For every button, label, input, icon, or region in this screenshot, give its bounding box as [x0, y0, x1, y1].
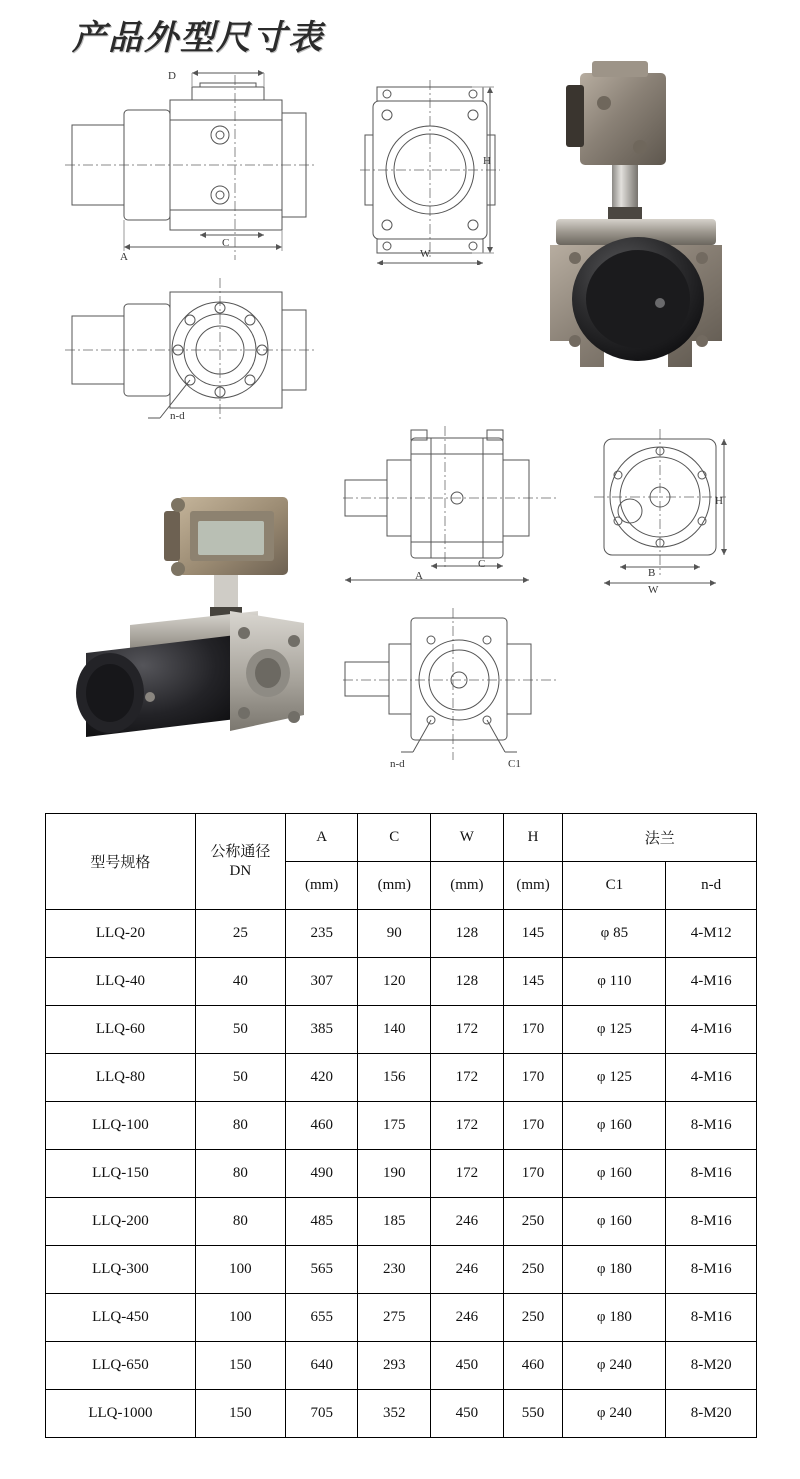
cell-a: 485 — [285, 1198, 358, 1246]
cell-dn: 50 — [195, 1006, 285, 1054]
dim-label-d: D — [168, 70, 176, 82]
dim-label-nd-bottom: n-d — [390, 758, 405, 770]
cell-w: 172 — [431, 1054, 504, 1102]
cell-c1: φ 125 — [563, 1054, 666, 1102]
cell-a: 420 — [285, 1054, 358, 1102]
dim-label-h-right: H — [483, 155, 491, 167]
table-row — [46, 1006, 757, 1054]
cell-model: LLQ-200 — [46, 1198, 196, 1246]
cell-c1: φ 85 — [563, 910, 666, 958]
cell-c1: φ 160 — [563, 1198, 666, 1246]
cell-dn: 80 — [195, 1102, 285, 1150]
cell-model: LLQ-450 — [46, 1294, 196, 1342]
drawing-end-view — [60, 270, 320, 430]
cell-w: 450 — [431, 1342, 504, 1390]
cell-a: 490 — [285, 1150, 358, 1198]
cell-c: 175 — [358, 1102, 431, 1150]
table-row — [46, 1390, 757, 1438]
drawing-bottom-section — [335, 600, 565, 775]
cell-dn: 150 — [195, 1342, 285, 1390]
cell-w: 128 — [431, 958, 504, 1006]
drawing-dim-h-top — [470, 75, 510, 265]
cell-nd: 8-M20 — [666, 1390, 757, 1438]
cell-w: 246 — [431, 1198, 504, 1246]
th-c-unit: (mm) — [358, 862, 431, 910]
cell-dn: 25 — [195, 910, 285, 958]
table-row — [46, 1102, 757, 1150]
cell-c: 190 — [358, 1150, 431, 1198]
cell-h: 145 — [503, 910, 563, 958]
table-row — [46, 1198, 757, 1246]
table-row — [46, 1294, 757, 1342]
th-a-unit: (mm) — [285, 862, 358, 910]
cell-dn: 80 — [195, 1150, 285, 1198]
cell-c1: φ 240 — [563, 1390, 666, 1438]
cell-h: 250 — [503, 1294, 563, 1342]
cell-a: 385 — [285, 1006, 358, 1054]
cell-w: 246 — [431, 1246, 504, 1294]
cell-model: LLQ-80 — [46, 1054, 196, 1102]
th-dn-main: 公称通径 — [210, 843, 271, 860]
cell-model: LLQ-1000 — [46, 1390, 196, 1438]
table-row — [46, 1150, 757, 1198]
dim-label-h-mid: H — [715, 495, 723, 507]
dim-label-w-mid: W — [648, 584, 659, 596]
cell-c: 293 — [358, 1342, 431, 1390]
cell-c: 352 — [358, 1390, 431, 1438]
cell-c: 275 — [358, 1294, 431, 1342]
table-row — [46, 910, 757, 958]
th-h-unit: (mm) — [503, 862, 563, 910]
cell-nd: 4-M16 — [666, 958, 757, 1006]
cell-h: 145 — [503, 958, 563, 1006]
cell-dn: 100 — [195, 1246, 285, 1294]
cell-w: 128 — [431, 910, 504, 958]
cell-dn: 80 — [195, 1198, 285, 1246]
cell-nd: 8-M16 — [666, 1150, 757, 1198]
table-body — [46, 910, 757, 1438]
cell-a: 235 — [285, 910, 358, 958]
drawing-end-view-right — [590, 425, 730, 595]
table-row — [46, 958, 757, 1006]
specification-table — [45, 813, 757, 1438]
cell-c: 230 — [358, 1246, 431, 1294]
cell-model: LLQ-20 — [46, 910, 196, 958]
cell-nd: 4-M12 — [666, 910, 757, 958]
cell-w: 172 — [431, 1006, 504, 1054]
dim-label-nd-left: n-d — [170, 410, 185, 422]
cell-w: 450 — [431, 1390, 504, 1438]
specification-table-wrapper — [45, 813, 757, 1438]
th-dn — [195, 814, 285, 910]
table-header — [46, 814, 757, 910]
cell-dn: 100 — [195, 1294, 285, 1342]
table-row — [46, 1342, 757, 1390]
cell-a: 460 — [285, 1102, 358, 1150]
product-photo-top — [520, 55, 760, 385]
cell-model: LLQ-150 — [46, 1150, 196, 1198]
cell-c1: φ 160 — [563, 1102, 666, 1150]
cell-nd: 8-M16 — [666, 1102, 757, 1150]
dim-label-w-bottom: W — [420, 248, 431, 260]
cell-h: 170 — [503, 1054, 563, 1102]
th-c: C — [358, 814, 431, 862]
cell-dn: 50 — [195, 1054, 285, 1102]
cell-c: 140 — [358, 1006, 431, 1054]
drawing-side-view-top — [60, 65, 320, 265]
cell-h: 170 — [503, 1006, 563, 1054]
th-c1: C1 — [563, 862, 666, 910]
dim-label-c-top: C — [222, 237, 230, 249]
cell-w: 246 — [431, 1294, 504, 1342]
cell-c1: φ 240 — [563, 1342, 666, 1390]
cell-nd: 4-M16 — [666, 1054, 757, 1102]
cell-h: 250 — [503, 1198, 563, 1246]
cell-a: 655 — [285, 1294, 358, 1342]
cell-model: LLQ-40 — [46, 958, 196, 1006]
cell-c: 156 — [358, 1054, 431, 1102]
technical-drawings-area — [0, 55, 800, 815]
cell-c: 90 — [358, 910, 431, 958]
table-row — [46, 1054, 757, 1102]
cell-c1: φ 110 — [563, 958, 666, 1006]
cell-dn: 40 — [195, 958, 285, 1006]
cell-nd: 8-M16 — [666, 1198, 757, 1246]
cell-nd: 4-M16 — [666, 1006, 757, 1054]
th-w: W — [431, 814, 504, 862]
cell-h: 170 — [503, 1150, 563, 1198]
cell-a: 705 — [285, 1390, 358, 1438]
th-flange: 法兰 — [563, 814, 757, 862]
dim-label-c-mid: C — [478, 558, 486, 570]
table-header-row-1 — [46, 814, 757, 862]
dim-label-a-top: A — [120, 251, 128, 263]
product-photo-bottom — [58, 455, 338, 755]
cell-dn: 150 — [195, 1390, 285, 1438]
cell-w: 172 — [431, 1150, 504, 1198]
th-w-unit: (mm) — [431, 862, 504, 910]
th-h: H — [503, 814, 563, 862]
cell-h: 250 — [503, 1246, 563, 1294]
table-row — [46, 1246, 757, 1294]
th-a: A — [285, 814, 358, 862]
cell-nd: 8-M20 — [666, 1342, 757, 1390]
cell-c1: φ 180 — [563, 1246, 666, 1294]
cell-h: 550 — [503, 1390, 563, 1438]
cell-h: 170 — [503, 1102, 563, 1150]
th-nd: n-d — [666, 862, 757, 910]
th-model: 型号规格 — [46, 814, 196, 910]
cell-model: LLQ-100 — [46, 1102, 196, 1150]
dim-label-b-mid: B — [648, 567, 656, 579]
dim-label-c1-bottom: C1 — [508, 758, 521, 770]
cell-c1: φ 125 — [563, 1006, 666, 1054]
cell-nd: 8-M16 — [666, 1294, 757, 1342]
cell-h: 460 — [503, 1342, 563, 1390]
cell-model: LLQ-60 — [46, 1006, 196, 1054]
cell-model: LLQ-300 — [46, 1246, 196, 1294]
cell-a: 565 — [285, 1246, 358, 1294]
cell-c1: φ 160 — [563, 1150, 666, 1198]
th-dn-sub: DN — [229, 862, 252, 879]
cell-w: 172 — [431, 1102, 504, 1150]
drawing-section-view — [335, 420, 565, 590]
cell-c: 120 — [358, 958, 431, 1006]
dim-label-a-mid: A — [415, 570, 423, 582]
cell-c: 185 — [358, 1198, 431, 1246]
cell-a: 307 — [285, 958, 358, 1006]
cell-a: 640 — [285, 1342, 358, 1390]
cell-nd: 8-M16 — [666, 1246, 757, 1294]
page-title: 产品外型尺寸表 — [72, 20, 324, 57]
cell-model: LLQ-650 — [46, 1342, 196, 1390]
cell-c1: φ 180 — [563, 1294, 666, 1342]
